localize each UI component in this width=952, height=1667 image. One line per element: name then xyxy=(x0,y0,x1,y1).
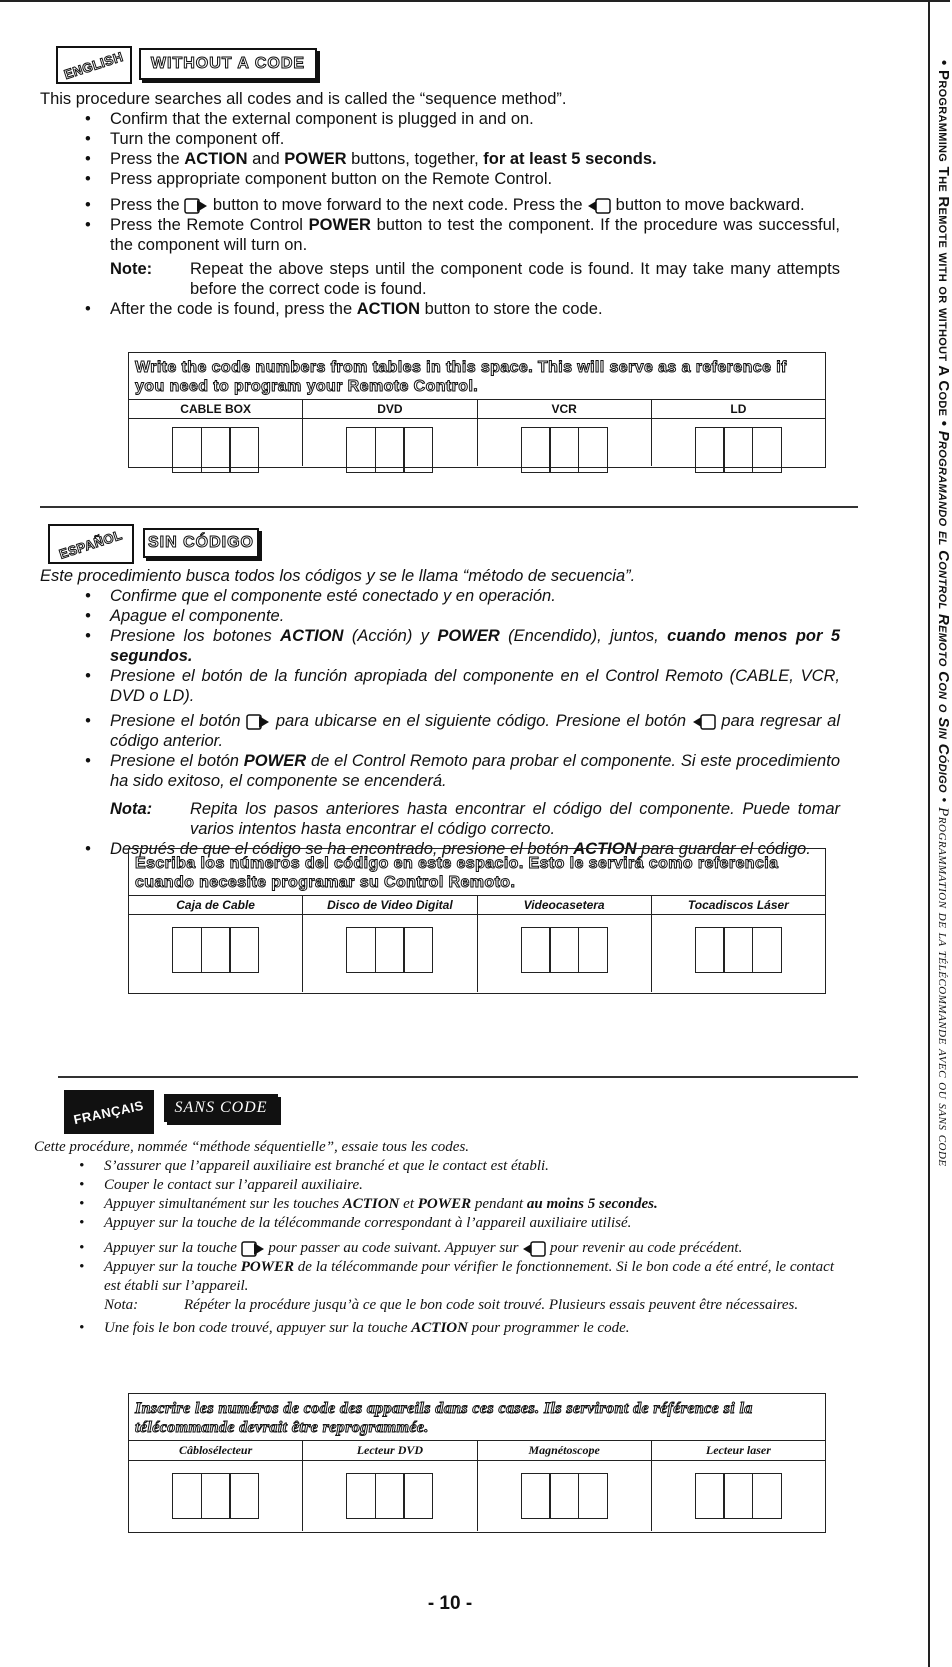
list-item: • Apague el componente. xyxy=(40,606,840,626)
code-column-cable-box: CABLE BOX xyxy=(129,400,303,466)
spanish-section xyxy=(40,566,840,859)
list-item: • Confirm that the external component is plugged in and on. xyxy=(40,109,840,129)
code-column-lecteur-laser: Lecteur laser xyxy=(652,1441,825,1531)
french-steps xyxy=(34,1157,834,1296)
code-entry-boxes xyxy=(695,427,782,473)
list-item: • Appuyer sur la touche POWER de la télécommande pour vérifier le fonctionnement. Si le bon code a été entré, le contact est établi sur l’appareil. xyxy=(34,1258,834,1296)
spanish-note: Nota: Repita los pasos anteriores hasta encontrar el código del componente. Puede tomar varios intentos hasta encontrar el código correcto. xyxy=(110,800,840,838)
list-item: • Press appropriate component button on the Remote Control. xyxy=(40,169,840,189)
code-entry-boxes xyxy=(695,1473,782,1519)
list-item: • Appuyer sur la touche de la télécommande correspondant à l’appareil auxiliaire utilisé. xyxy=(34,1214,834,1233)
side-heading: • Programming The Remote with or without A Code • Programando el Control Remoto Con o Sin Código • Programmation de la télécommande avec ou sans code xyxy=(935,60,952,1167)
english-note: Note: Repeat the above steps until the component code is found. It may take many attempts before the correct code is found. xyxy=(110,260,840,298)
english-panel-heading: Write the code numbers from tables in this space. This will serve as a reference if you need to program your Remote Control. xyxy=(129,353,825,400)
page-number: - 10 - xyxy=(427,1593,473,1614)
code-column-videocasetera: Videocasetera xyxy=(478,896,652,992)
forward-button-icon xyxy=(241,1240,265,1258)
code-column-dvd: DVD xyxy=(303,400,477,466)
english-steps xyxy=(40,109,840,255)
spanish-panel-heading: Escriba los números del código en este espacio. Esto le servirá como referencia cuando necesite programar su Control Remoto. xyxy=(129,849,825,896)
code-column-caja-de-cable: Caja de Cable xyxy=(129,896,303,992)
list-item: • Une fois le bon code trouvé, appuyer sur la touche ACTION pour programmer le code. xyxy=(34,1319,834,1338)
list-item: • Presione el botón POWER de el Control Remoto para probar el componente. Si este procedimiento ha sido exitoso, el componente se encenderá. xyxy=(40,751,840,791)
code-column-magnetoscope: Magnétoscope xyxy=(478,1441,652,1531)
spanish-section-title: SIN CÓDIGO xyxy=(143,528,259,558)
list-item: • Presione los botones ACTION (Acción) y POWER (Encendido), juntos, cuando menos por 5 segundos. xyxy=(40,626,840,666)
french-section xyxy=(34,1138,834,1338)
english-intro: This procedure searches all codes and is called the “sequence method”. xyxy=(40,90,567,108)
section-divider xyxy=(58,1076,858,1078)
spanish-language-tag: ESPAÑOL xyxy=(48,524,134,564)
section-divider xyxy=(40,506,858,508)
code-column-vcr: VCR xyxy=(478,400,652,466)
code-entry-boxes xyxy=(521,927,608,973)
forward-button-icon xyxy=(246,713,270,731)
list-item: • Presione el botón para ubicarse en el siguiente código. Presione el botón para regresar al código anterior. xyxy=(40,711,840,751)
list-item: • Press the button to move forward to the next code. Press the button to move backward. xyxy=(40,195,840,215)
list-item: • Couper le contact sur l’appareil auxiliaire. xyxy=(34,1176,834,1195)
list-item: • Press the Remote Control POWER button to test the component. If the procedure was successful, the component will turn on. xyxy=(40,215,840,255)
spanish-steps xyxy=(40,586,840,791)
french-section-title: SANS CODE xyxy=(164,1094,278,1122)
french-code-panel xyxy=(128,1393,826,1533)
english-code-panel xyxy=(128,352,826,468)
backward-button-icon xyxy=(522,1240,546,1258)
english-section xyxy=(40,89,840,319)
backward-button-icon xyxy=(587,197,611,215)
french-steps-continued xyxy=(34,1319,834,1338)
list-item: • Después de que el código se ha encontrado, presione el botón ACTION para guardar el código. xyxy=(40,839,840,859)
code-entry-boxes xyxy=(172,427,259,473)
code-entry-boxes xyxy=(346,927,433,973)
code-column-lecteur-dvd: Lecteur DVD xyxy=(303,1441,477,1531)
code-entry-boxes xyxy=(521,1473,608,1519)
english-steps-continued xyxy=(40,299,840,319)
list-item: • Presione el botón de la función apropiada del componente en el Control Remoto (CABLE, VCR, DVD o LD). xyxy=(40,666,840,706)
code-entry-boxes xyxy=(172,1473,259,1519)
top-border xyxy=(0,0,950,2)
forward-button-icon xyxy=(184,197,208,215)
code-column-cablo-selecteur: Câblosélecteur xyxy=(129,1441,303,1531)
english-section-title: WITHOUT A CODE xyxy=(139,48,317,80)
list-item: • Appuyer simultanément sur les touches ACTION et POWER pendant au moins 5 secondes. xyxy=(34,1195,834,1214)
spanish-code-panel xyxy=(128,848,826,994)
list-item: • Confirme que el componente esté conectado y en operación. xyxy=(40,586,840,606)
code-entry-boxes xyxy=(521,427,608,473)
code-column-tocadiscos: Tocadiscos Láser xyxy=(652,896,825,992)
french-intro: Cette procédure, nommée “méthode séquentielle”, essaie tous les codes. xyxy=(34,1139,470,1155)
list-item: • Press the ACTION and POWER buttons, together, for at least 5 seconds. xyxy=(40,149,840,169)
backward-button-icon xyxy=(692,713,716,731)
code-column-ld: LD xyxy=(652,400,825,466)
list-item: • Turn the component off. xyxy=(40,129,840,149)
french-note: Nota: Répéter la procédure jusqu’à ce que le bon code soit trouvé. Plusieurs essais peuvent être nécessaires. xyxy=(104,1297,799,1313)
spanish-intro: Este procedimiento busca todos los códigos y se le llama “método de secuencia”. xyxy=(40,567,636,585)
code-entry-boxes xyxy=(346,427,433,473)
french-language-tag: FRANÇAIS xyxy=(64,1090,154,1134)
side-rule xyxy=(928,0,930,1667)
french-panel-heading: Inscrire les numéros de code des appareils dans ces cases. Ils serviront de référence si la télécommande devrait être reprogrammée. xyxy=(129,1394,825,1441)
code-entry-boxes xyxy=(172,927,259,973)
list-item: • S’assurer que l’appareil auxiliaire est branché et que le contact est établi. xyxy=(34,1157,834,1176)
code-entry-boxes xyxy=(695,927,782,973)
code-column-disco-de-video: Disco de Video Digital xyxy=(303,896,477,992)
english-language-tag: ENGLISH xyxy=(56,46,132,84)
list-item: • Appuyer sur la touche pour passer au code suivant. Appuyer sur pour revenir au code précédent. xyxy=(34,1239,834,1258)
code-entry-boxes xyxy=(346,1473,433,1519)
list-item: • After the code is found, press the ACTION button to store the code. xyxy=(40,299,840,319)
